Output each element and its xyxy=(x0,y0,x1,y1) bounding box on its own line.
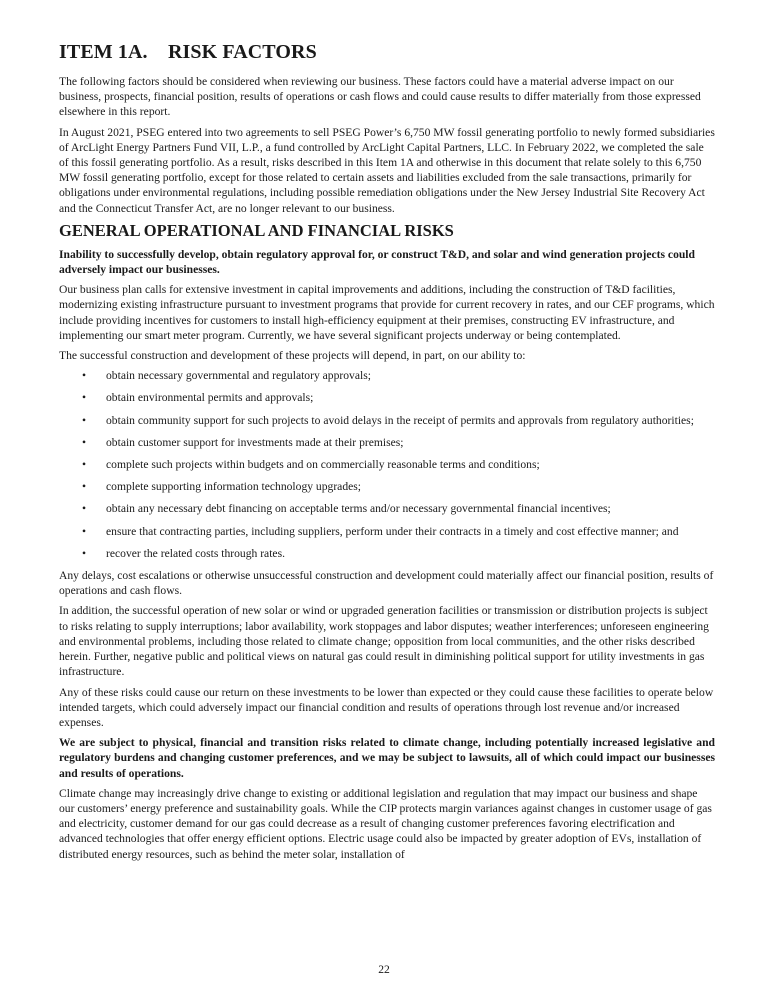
list-item: • obtain customer support for investments made at their premises; xyxy=(82,435,404,449)
risk-paragraph: Our business plan calls for extensive investment in capital improvements and additions, including the construction of T&D facilities, modernizing existing infrastructure pursuant to investment programs that provide for current recovery in rates, and our CEF programs, which include providing incentives for customers to install high-efficiency equipment at their premises, constructing EV infrastructure, and implementing our smart meter program. Currently, we have several significant projects underway or being contemplated. xyxy=(59,283,715,342)
list-item: • recover the related costs through rates. xyxy=(82,546,285,560)
section-title: GENERAL OPERATIONAL AND FINANCIAL RISKS xyxy=(59,220,454,240)
risk-title: Inability to successfully develop, obtain regulatory approval for, or construct T&D, and solar and wind generation projects could adversely impact our businesses. xyxy=(59,247,695,277)
list-item: • obtain necessary governmental and regulatory approvals; xyxy=(82,369,371,383)
intro-paragraph: In August 2021, PSEG entered into two agreements to sell PSEG Power’s 6,750 MW fossil generating portfolio to newly formed subsidiaries of ArcLight Energy Partners Fund VII, L.P., a fund controlled by ArcLight Capital Partners, LLC. In February 2022, we completed the sale of this fossil generating portfolio. As a result, risks described in this Item 1A and otherwise in this document that relate solely to this 6,750 MW fossil generating portfolio, except for those related to certain assets and liabilities excluded from the sale transactions, primarily for obligations under environmental regulations, including possible remediation obligations under the New Jersey Industrial Site Recovery Act and the Connecticut Transfer Act, are no longer relevant to our business. xyxy=(59,125,715,215)
bullet-list xyxy=(59,368,715,561)
risk-paragraph: Any of these risks could cause our return on these investments to be lower than expected or they could cause these facilities to operate below intended targets, which could adversely impact our financial condition and results of operations through lost revenue and/or increased expenses. xyxy=(59,685,714,729)
risk-paragraph: Climate change may increasingly drive change to existing or additional legislation and regulation that may impact our business and shape our customers’ energy preference and sustainability goals. While the CIP protects margin variances against changes in customer usage of gas and electricity, customer demand for our gas could decrease as a result of changing customer preferences favoring electrification and advanced technologies that offer energy efficient options. Electric usage could also be impacted by greater adoption of EVs, installation of distributed energy resources, such as behind the meter solar, installation of xyxy=(59,786,712,861)
list-item: • ensure that contracting parties, including suppliers, perform under their contracts in a timely and cost effective manner; and xyxy=(82,524,679,538)
page-number: 22 xyxy=(378,963,390,976)
bullet-icon: • xyxy=(82,391,87,405)
intro-paragraph: The following factors should be considered when reviewing our business. These factors could have a material adverse impact on our business, prospects, financial position, results of operations or cash flows and could cause results to differ materially from those expressed elsewhere in this report. xyxy=(59,75,701,119)
list-item: • obtain environmental permits and approvals; xyxy=(82,391,314,405)
list-item: • obtain any necessary debt financing on acceptable terms and/or necessary governmental financial incentives; xyxy=(82,502,611,516)
document-page xyxy=(59,40,715,867)
risk-paragraph: The successful construction and development of these projects will depend, in part, on our ability to: xyxy=(59,349,526,363)
bullet-icon: • xyxy=(82,480,87,494)
list-item: • complete such projects within budgets and on commercially reasonable terms and conditions; xyxy=(82,458,540,472)
risk-title: We are subject to physical, financial and transition risks related to climate change, including potentially increased legislative and regulatory burdens and changing customer preferences, and we may be subject to lawsuits, all of which could impact our businesses and results of operations. xyxy=(59,736,715,780)
bullet-icon: • xyxy=(82,458,87,472)
bullet-icon: • xyxy=(82,502,87,516)
bullet-icon: • xyxy=(82,369,87,383)
risk-paragraph: In addition, the successful operation of new solar or wind or upgraded generation facilities or transmission or distribution projects is subject to risks relating to supply interruptions; labor availability, work stoppages and labor disputes; weather interferences; unforeseen engineering and environmental problems, including those related to climate change; opposition from local communities, and the other risks described herein. Further, negative public and political views on natural gas could result in diminishing political support for utility investments in gas infrastructure. xyxy=(59,604,709,679)
bullet-icon: • xyxy=(82,546,87,560)
bullet-icon: • xyxy=(82,435,87,449)
list-item: • obtain community support for such projects to avoid delays in the receipt of permits and approvals from regulatory authorities; xyxy=(82,413,694,427)
bullet-icon: • xyxy=(82,413,87,427)
risk-paragraph: Any delays, cost escalations or otherwise unsuccessful construction and development could materially affect our financial position, results of operations and cash flows. xyxy=(59,569,714,598)
page-title: ITEM 1A. RISK FACTORS xyxy=(59,41,317,63)
list-item: • complete supporting information technology upgrades; xyxy=(82,480,362,494)
bullet-icon: • xyxy=(82,524,87,538)
